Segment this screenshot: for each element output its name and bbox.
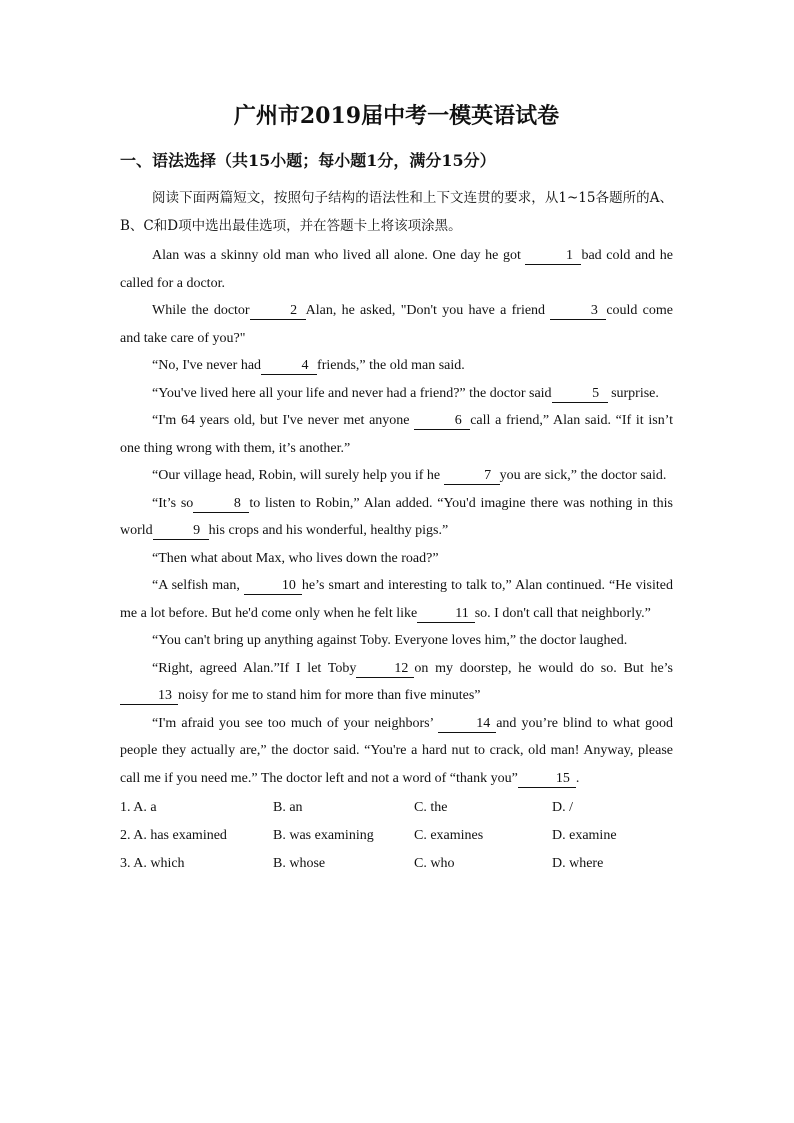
blank-10: 10 xyxy=(244,578,302,595)
passage-text: “Then what about Max, who lives down the road?” xyxy=(152,550,439,566)
blank-14: 14 xyxy=(438,716,496,733)
passage-text: “A selfish man, xyxy=(152,578,244,593)
page-title: 广州市2019届中考一模英语试卷 xyxy=(233,103,560,129)
blank-5: 5 xyxy=(552,386,608,403)
passage-text: While the doctor xyxy=(152,303,250,318)
passage-paragraph xyxy=(120,407,673,462)
blank-15: 15 xyxy=(518,771,576,788)
options-row-3 xyxy=(120,850,673,878)
passage-text: “No, I've never had xyxy=(152,358,262,373)
option-c: C. the xyxy=(414,800,448,815)
passage-paragraph xyxy=(120,545,673,573)
passage-text: Alan was a skinny old man who lived all alone. One day he got xyxy=(152,248,526,263)
passage-text: could come and take care of you?" xyxy=(120,303,673,346)
passage-paragraph xyxy=(120,380,673,408)
options-row-1 xyxy=(120,794,673,822)
passage-text: bad cold and he called for a doctor. xyxy=(120,248,673,291)
blank-6: 6 xyxy=(414,413,470,430)
passage-text: friends,” the old man said. xyxy=(317,358,465,373)
blank-2: 2 xyxy=(250,303,306,320)
option-d: D. where xyxy=(552,856,604,871)
option-d: D. / xyxy=(552,800,573,815)
passage-paragraph xyxy=(120,462,673,490)
option-b: B. was examining xyxy=(273,828,374,843)
passage-text: . xyxy=(575,770,580,786)
blank-3: 3 xyxy=(550,303,606,320)
blank-9: 9 xyxy=(153,523,209,540)
option-a: 1. A. a xyxy=(120,800,157,815)
passage-paragraph xyxy=(120,352,673,380)
passage-paragraph xyxy=(120,490,673,545)
blank-7: 7 xyxy=(444,468,500,485)
passage-text: surprise. xyxy=(607,385,659,401)
blank-1: 1 xyxy=(525,248,581,265)
passage-text: so. I don't call that neighborly.” xyxy=(474,605,651,621)
passage-text: his crops and his wonderful, healthy pigs.” xyxy=(208,523,449,538)
passage-paragraph xyxy=(120,710,673,793)
passage-text: “Our village head, Robin, will surely help you if he xyxy=(152,468,444,483)
passage-text: “You can't bring up anything against Toby. Everyone loves him,” the doctor laughed. xyxy=(152,633,628,648)
passage-text: Alan, he asked, "Don't you have a friend xyxy=(305,303,551,318)
passage-text: “You've lived here all your life and never had a friend?” the doctor said xyxy=(152,385,552,401)
option-d: D. examine xyxy=(552,828,617,843)
passage-text: on my doorstep, he would do so. But he’s xyxy=(414,660,674,676)
blank-4: 4 xyxy=(261,358,317,375)
answer-options xyxy=(120,794,673,878)
option-c: C. who xyxy=(414,856,455,871)
exam-page xyxy=(120,100,673,878)
option-b: B. an xyxy=(273,800,303,815)
passage-paragraph xyxy=(120,242,673,297)
option-a: 2. A. has examined xyxy=(120,828,227,843)
section-heading: 一、语法选择（共15小题；每小题1分，满分15分） xyxy=(120,151,496,170)
passage-text: “Right, agreed Alan.”If I let Toby xyxy=(152,660,357,676)
instructions: 阅读下面两篇短文，按照句子结构的语法性和上下文连贯的要求，从1~15各题所的A、B、C和D项中选出最佳选项，并在答题卡上将该项涂黑。 xyxy=(120,190,673,234)
passage-text: he’s smart and interesting to talk to,” Alan continued. “He visited me a lot before. But he'd come only when he felt like xyxy=(120,578,673,621)
option-b: B. whose xyxy=(273,856,326,871)
options-row-2 xyxy=(120,822,673,850)
passage-text: “I'm 64 years old, but I've never met anyone xyxy=(152,413,415,428)
passage-text: “I'm afraid you see too much of your neighbors’ xyxy=(152,715,439,731)
blank-8: 8 xyxy=(193,496,249,513)
passage-text: “It’s so xyxy=(152,495,194,511)
option-c: C. examines xyxy=(414,828,484,843)
passage-text: to listen to Robin,” Alan added. “You'd imagine there was nothing in this world xyxy=(120,495,673,538)
passage-text: call a friend,” Alan said. “If it isn’t one thing wrong with them, it’s another.” xyxy=(120,413,673,456)
blank-12: 12 xyxy=(356,661,414,678)
passage-text: noisy for me to stand him for more than five minutes” xyxy=(178,688,481,703)
passage-paragraph xyxy=(120,655,673,710)
option-a: 3. A. which xyxy=(120,856,185,871)
passage-paragraph xyxy=(120,297,673,352)
blank-11: 11 xyxy=(417,606,474,623)
passage-text: and you’re blind to what good people they actually are,” the doctor said. “You're a hard nut to crack, old man! Anyway, please call me if you need me.” The doctor left and not a word of “thank you” xyxy=(120,715,673,786)
passage-paragraph xyxy=(120,627,673,655)
passage-paragraph xyxy=(120,572,673,627)
blank-13: 13 xyxy=(120,688,178,705)
passage-text: you are sick,” the doctor said. xyxy=(499,468,667,483)
